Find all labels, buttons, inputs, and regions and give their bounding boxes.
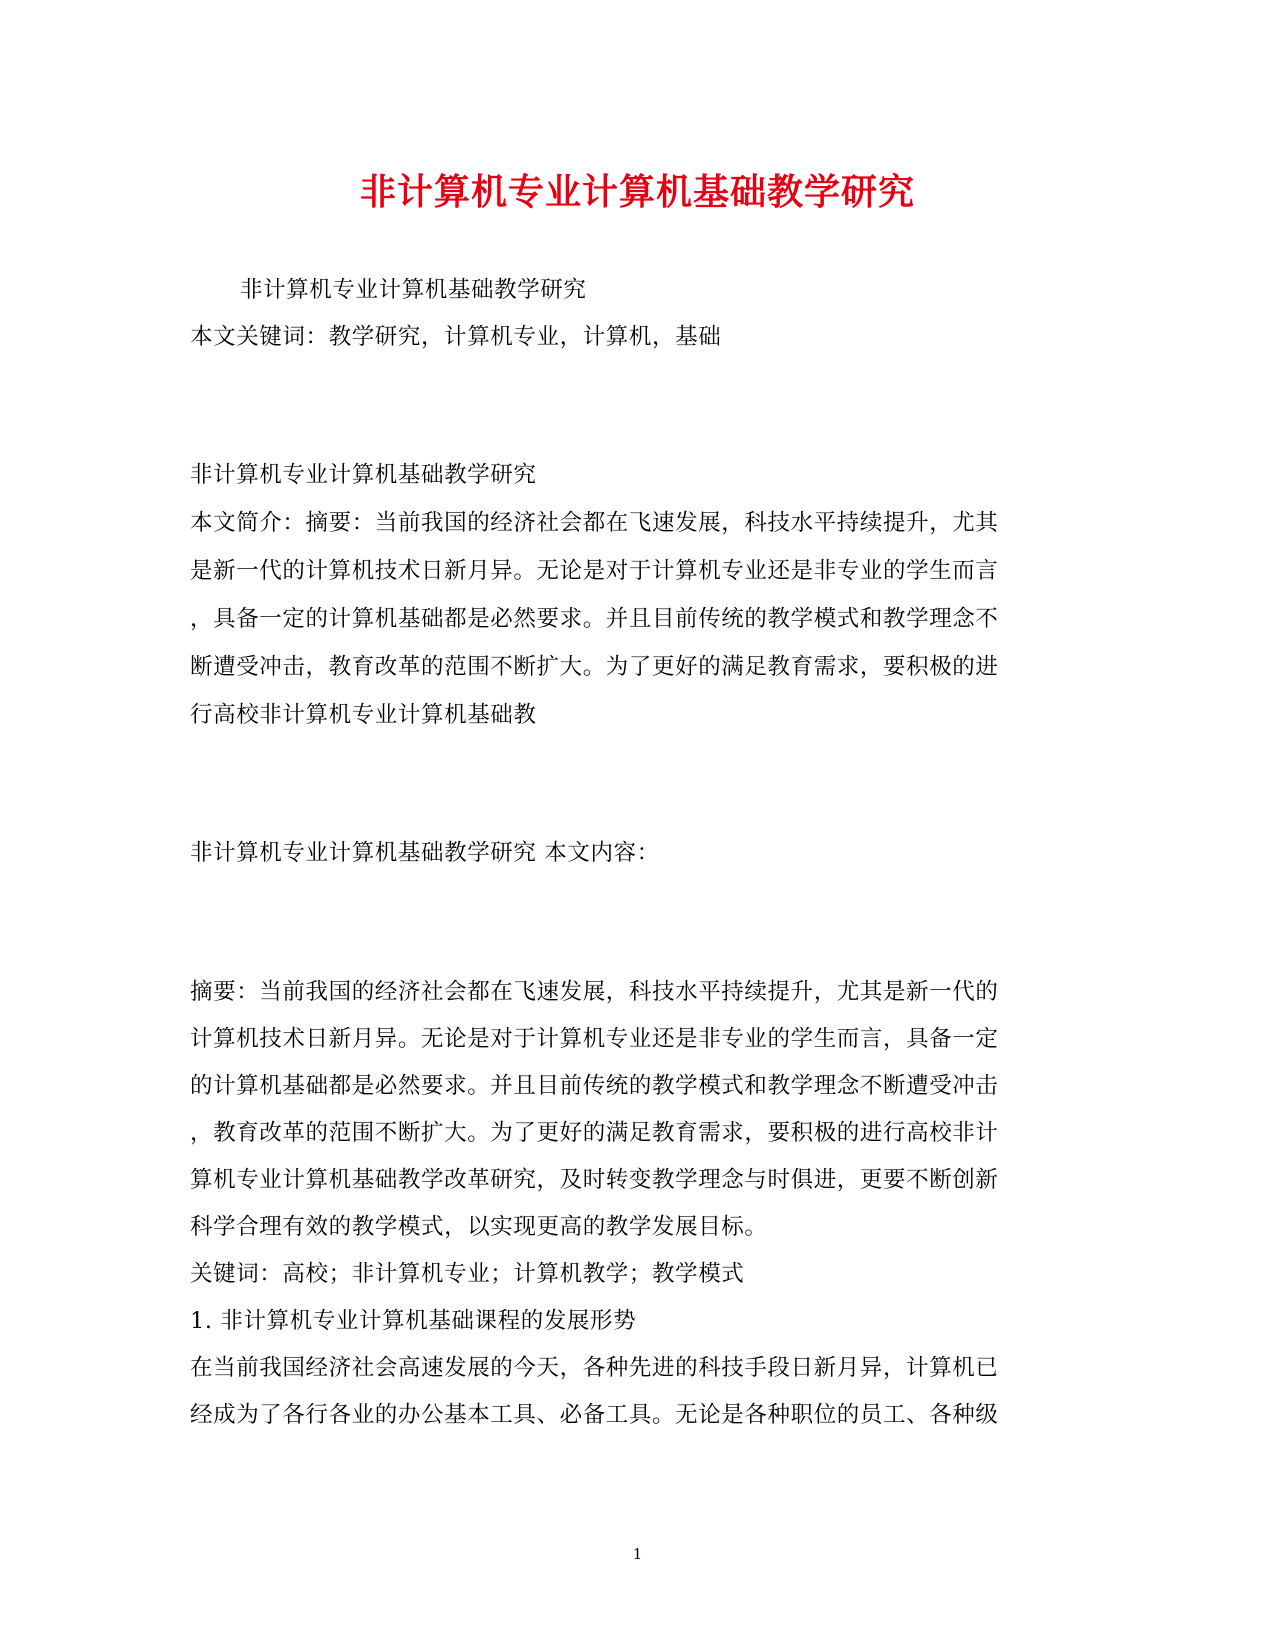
section-title-line: 非计算机专业计算机基础教学研究 <box>190 462 537 488</box>
abstract-line-4: ，教育改革的范围不断扩大。为了更好的满足教育需求，要积极的进行高校非计 <box>190 1120 999 1146</box>
body-line-1: 在当前我国经济社会高速发展的今天，各种先进的科技手段日新月异，计算机已 <box>190 1355 999 1381</box>
abstract-line-1: 摘要：当前我国的经济社会都在飞速发展，科技水平持续提升，尤其是新一代的 <box>190 979 999 1005</box>
abstract-line-6: 科学合理有效的教学模式，以实现更高的教学发展目标。 <box>190 1214 768 1240</box>
summary-line-5: 行高校非计算机专业计算机基础教 <box>190 702 537 728</box>
abstract-line-5: 算机专业计算机基础教学改革研究，及时转变教学理念与时俱进，更要不断创新 <box>190 1167 999 1193</box>
content-heading-line: 非计算机专业计算机基础教学研究 本文内容： <box>190 840 660 866</box>
body-line-2: 经成为了各行各业的办公基本工具、必备工具。无论是各种职位的员工、各种级 <box>190 1402 999 1428</box>
document-title: 非计算机专业计算机基础教学研究 <box>359 171 915 213</box>
summary-line-4: 断遭受冲击，教育改革的范围不断扩大。为了更好的满足教育需求，要积极的进 <box>190 654 999 680</box>
summary-line-1: 本文简介：摘要：当前我国的经济社会都在飞速发展，科技水平持续提升，尤其 <box>190 510 999 536</box>
summary-line-3: ，具备一定的计算机基础都是必然要求。并且目前传统的教学模式和教学理念不 <box>190 606 999 632</box>
summary-line-2: 是新一代的计算机技术日新月异。无论是对于计算机专业还是非专业的学生而言 <box>190 558 999 584</box>
page-number: 1 <box>632 1545 643 1563</box>
abstract-line-2: 计算机技术日新月异。无论是对于计算机专业还是非专业的学生而言，具备一定 <box>190 1026 999 1052</box>
keywords-paper-line: 关键词：高校；非计算机专业；计算机教学；教学模式 <box>190 1261 745 1287</box>
intro-title-line: 非计算机专业计算机基础教学研究 <box>240 277 587 303</box>
keywords-line: 本文关键词：教学研究，计算机专业，计算机，基础 <box>190 324 722 350</box>
section-heading-1: 1. 非计算机专业计算机基础课程的发展形势 <box>190 1308 637 1334</box>
abstract-line-3: 的计算机基础都是必然要求。并且目前传统的教学模式和教学理念不断遭受冲击 <box>190 1073 999 1099</box>
